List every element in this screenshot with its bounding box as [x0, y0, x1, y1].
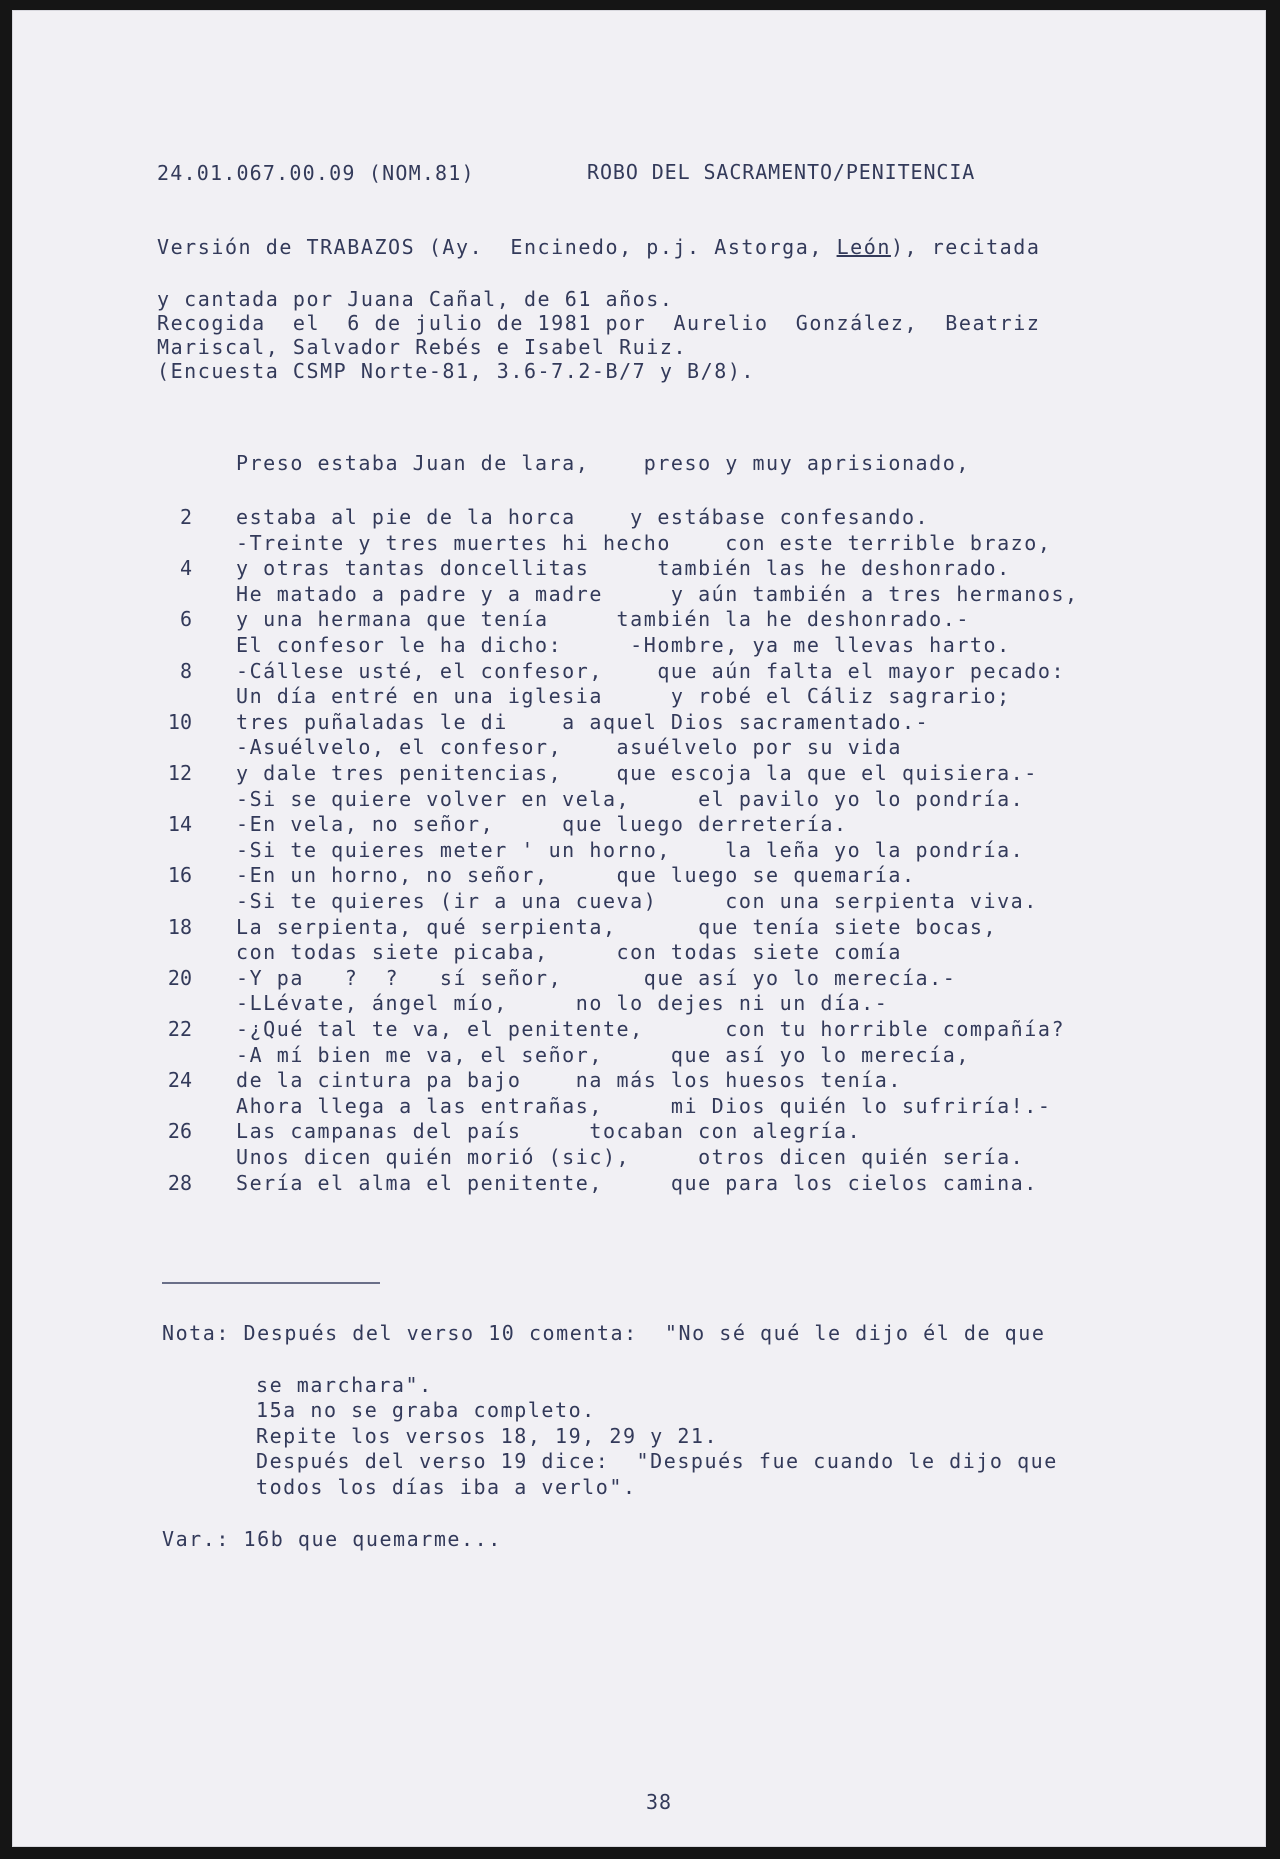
verse-line: -A mí bien me va, el señor, que así yo lo merecía, — [236, 1042, 970, 1067]
verse-line: y otras tantas doncellitas también las he deshonrado. — [236, 556, 1011, 581]
verse-line: Preso estaba Juan de lara, preso y muy aprisionado, — [236, 451, 970, 475]
source-line-1 — [157, 234, 1040, 260]
verse-number: 26 — [167, 1119, 192, 1144]
verse-number: 28 — [167, 1170, 192, 1195]
source-place: León — [836, 235, 891, 259]
document-page — [12, 10, 1266, 1847]
note-line-1 — [162, 1320, 1045, 1346]
note-line-6: todos los días iba a verlo". — [256, 1475, 637, 1499]
verse-line: -Y pa ? ? sí señor, que así yo lo merecía.- — [236, 965, 957, 990]
verse-line: tres puñaladas le di a aquel Dios sacramentado.- — [236, 709, 930, 734]
verse-line: He matado a padre y a madre y aún también a tres hermanos, — [236, 581, 1079, 606]
note-label: Nota: — [162, 1321, 230, 1345]
verse-line: -Asuélvelo, el confesor, asuélvelo por su vida — [236, 735, 902, 760]
verse-line: Unos dicen quién morió (sic), otros dicen quién sería. — [236, 1145, 1025, 1169]
verse-line: -Treinte y tres muertes hi hecho con este terrible brazo, — [236, 530, 1052, 555]
source-line-2: y cantada por Juana Cañal, de 61 años. — [157, 287, 674, 311]
verse-line: estaba al pie de la horca y estábase confesando. — [236, 505, 930, 529]
verse-number: 16 — [167, 863, 192, 888]
verse-line: -LLévate, ángel mío, no lo dejes ni un día.- — [236, 991, 889, 1016]
verse-line: -Cállese usté, el confesor, que aún falta el mayor pecado: — [236, 658, 1066, 683]
verse-line: -¿Qué tal te va, el penitente, con tu horrible compañía? — [236, 1017, 1066, 1041]
variant-text: 16b que quemarme... — [229, 1527, 502, 1551]
verse-number: 20 — [167, 965, 192, 990]
verse-number: 10 — [167, 709, 192, 734]
variant-label: Var.: — [162, 1527, 230, 1551]
verse-line: -Si te quieres (ir a una cueva) con una serpienta viva. — [236, 889, 1038, 913]
source-line-1b: ), recitada — [890, 235, 1041, 259]
verse-line: Las campanas del país tocaban con alegría. — [236, 1119, 862, 1144]
verse-line: Ahora llega a las entrañas, mi Dios quién lo sufriría!.- — [236, 1093, 1052, 1118]
verse-line: y dale tres penitencias, que escoja la que el quisiera.- — [236, 761, 1038, 785]
verse-line: y una hermana que tenía también la he deshonrado.- — [236, 607, 970, 632]
verse-line: con todas siete picaba, con todas siete comía — [236, 940, 902, 965]
verse-line: de la cintura pa bajo na más los huesos tenía. — [236, 1068, 902, 1093]
page-number: 38 — [646, 1790, 673, 1814]
verse-number: 2 — [179, 505, 192, 529]
note-line-4: Repite los versos 18, 19, 29 y 21. — [256, 1424, 719, 1448]
verse-line: El confesor le ha dicho: -Hombre, ya me llevas harto. — [236, 633, 1011, 657]
source-line-3: Recogida el 6 de julio de 1981 por Aurelio González, Beatriz — [157, 311, 1041, 335]
verse-number: 12 — [167, 761, 192, 785]
verse-number: 24 — [167, 1068, 192, 1093]
ballad-title: ROBO DEL SACRAMENTO/PENITENCIA — [587, 160, 976, 184]
note-text: Después del verso 10 comenta: "No sé qué le dijo él de que — [229, 1321, 1046, 1345]
verse-line: Sería el alma el penitente, que para los cielos camina. — [236, 1170, 1038, 1195]
catalog-code: 24.01.067.00.09 (NOM.81) — [157, 161, 475, 185]
source-line-5: (Encuesta CSMP Norte-81, 3.6-7.2-B/7 y B/8). — [157, 359, 756, 383]
note-line-2: se marchara". — [256, 1373, 433, 1397]
note-line-3: 15a no se graba completo. — [256, 1398, 596, 1422]
verse-line: -Si se quiere volver en vela, el pavilo yo lo pondría. — [236, 786, 1025, 811]
verse-number: 8 — [179, 658, 192, 683]
verse-number: 14 — [167, 812, 192, 837]
verse-line: -En un horno, no señor, que luego se quemaría. — [236, 863, 916, 888]
footnote-divider — [162, 1282, 380, 1284]
verse-number: 4 — [179, 556, 192, 581]
variant-line — [162, 1526, 502, 1552]
verse-line: -En vela, no señor, que luego derretería. — [236, 812, 848, 837]
verse-number: 18 — [167, 914, 192, 939]
source-line-4: Mariscal, Salvador Rebés e Isabel Ruiz. — [157, 335, 688, 359]
verse-line: Un día entré en una iglesia y robé el Cáliz sagrario; — [236, 684, 1011, 709]
verse-line: La serpienta, qué serpienta, que tenía siete bocas, — [236, 914, 998, 939]
verse-number: 6 — [179, 607, 192, 632]
verse-line: -Si te quieres meter ' un horno, la leña yo la pondría. — [236, 837, 1025, 862]
verse-number: 22 — [167, 1017, 192, 1041]
source-line-1a: Versión de TRABAZOS (Ay. Encinedo, p.j. Astorga, — [157, 235, 837, 259]
note-line-5: Después del verso 19 dice: "Después fue cuando le dijo que — [256, 1449, 1058, 1473]
